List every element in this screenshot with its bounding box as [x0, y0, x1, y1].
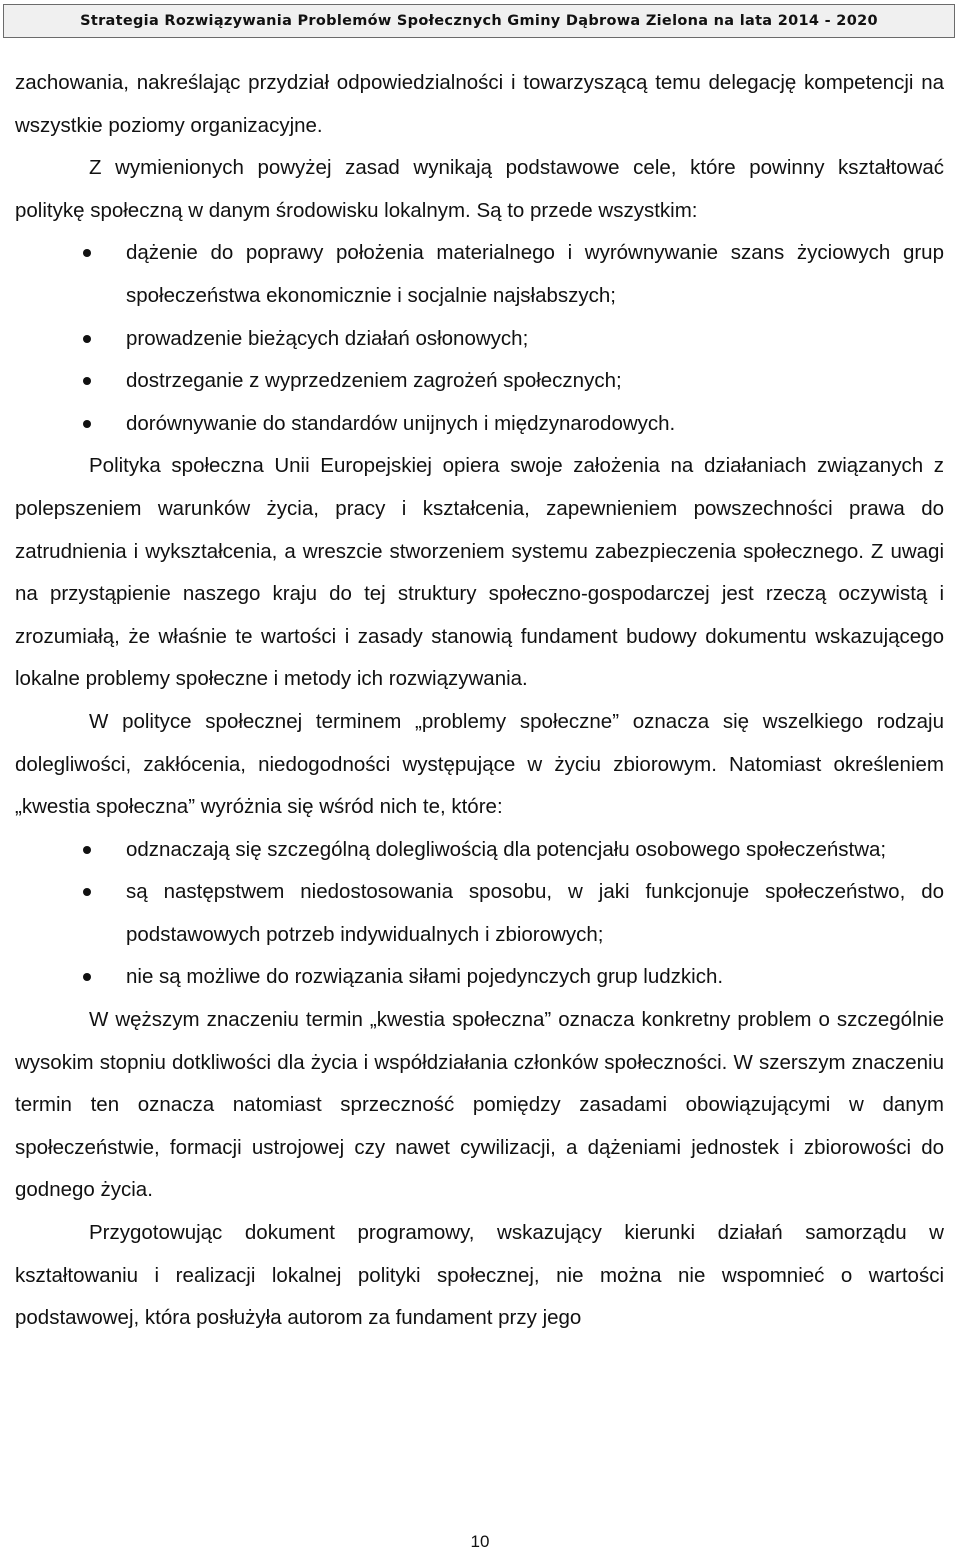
paragraph-program-document: Przygotowując dokument programowy, wskazujący kierunki działań samorządu w kształtowaniu i realizacji lokalnej polityki społecznej, nie można nie wspomnieć o wartości podstawowej, która posłużyła autorom za fundament przy jego — [15, 1221, 944, 1330]
paragraph-continuation: zachowania, nakreślając przydział odpowiedzialności i towarzyszącą temu delegację kompetencji na wszystkie poziomy organizacyjne. — [15, 71, 944, 137]
paragraph-narrow-meaning: W węższym znaczeniu termin „kwestia społeczna” oznacza konkretny problem o szczególnie wysokim stopniu dotkliwości dla życia i współdziałania członków społeczności. W szerszym znaczeniu termin ten oznacza natomiast sprzeczność pomiędzy zasadami obowiązującymi w danym społeczeństwie, formacji ustrojowej czy nawet cywilizacji, a dążeniami jednostek i zbiorowości do godnego życia. — [15, 1008, 944, 1202]
paragraph-social-problems: W polityce społecznej terminem „problemy społeczne” oznacza się wszelkiego rodzaju dolegliwości, zakłócenia, niedogodności występujące w życiu zbiorowym. Natomiast określeniem „kwestia społeczna” wyróżnia się wśród nich te, które: — [15, 709, 944, 819]
list-item: dążenie do poprawy położenia materialnego i wyrównywanie szans życiowych grup społeczeństwa ekonomicznie i socjalnie najsłabszych; — [15, 232, 944, 317]
social-issue-list — [15, 829, 944, 999]
bullet-icon — [83, 888, 91, 896]
bullet-icon — [83, 249, 91, 257]
bullet-icon — [83, 377, 91, 385]
page-body — [15, 62, 944, 1340]
bullet-icon — [83, 420, 91, 428]
bullet-icon — [83, 335, 91, 343]
paragraph-eu-policy: Polityka społeczna Unii Europejskiej opiera swoje założenia na działaniach związanych z polepszeniem warunków życia, pracy i kształcenia, zapewnieniem powszechności prawa do zatrudnienia i wykształcenia, a wreszcie stworzeniem systemu zabezpieczenia społecznego. Z uwagi na przystąpienie naszego kraju do tej struktury społeczno-gospodarczej jest rzeczą oczywistą i zrozumiałą, że właśnie te wartości i zasady stanowią fundament budowy dokumentu wskazującego lokalne problemy społeczne i metody ich rozwiązywania. — [15, 454, 944, 691]
list-item: dorównywanie do standardów unijnych i międzynarodowych. — [15, 403, 944, 446]
list-item: nie są możliwe do rozwiązania siłami pojedynczych grup ludzkich. — [15, 956, 944, 999]
running-header: Strategia Rozwiązywania Problemów Społecznych Gminy Dąbrowa Zielona na lata 2014 - 2020 — [3, 4, 955, 38]
goals-list — [15, 232, 944, 445]
list-item: są następstwem niedostosowania sposobu, w jaki funkcjonuje społeczeństwo, do podstawowych potrzeb indywidualnych i zbiorowych; — [15, 871, 944, 956]
list-item: prowadzenie bieżących działań osłonowych; — [15, 318, 944, 361]
bullet-icon — [83, 973, 91, 981]
list-item: dostrzeganie z wyprzedzeniem zagrożeń społecznych; — [15, 360, 944, 403]
paragraph-goals-intro: Z wymienionych powyżej zasad wynikają podstawowe cele, które powinny kształtować politykę społeczną w danym środowisku lokalnym. Są to przede wszystkim: — [15, 156, 944, 222]
bullet-icon — [83, 846, 91, 854]
page-number: 10 — [470, 1532, 490, 1551]
list-item: odznaczają się szczególną dolegliwością dla potencjału osobowego społeczeństwa; — [15, 829, 944, 872]
